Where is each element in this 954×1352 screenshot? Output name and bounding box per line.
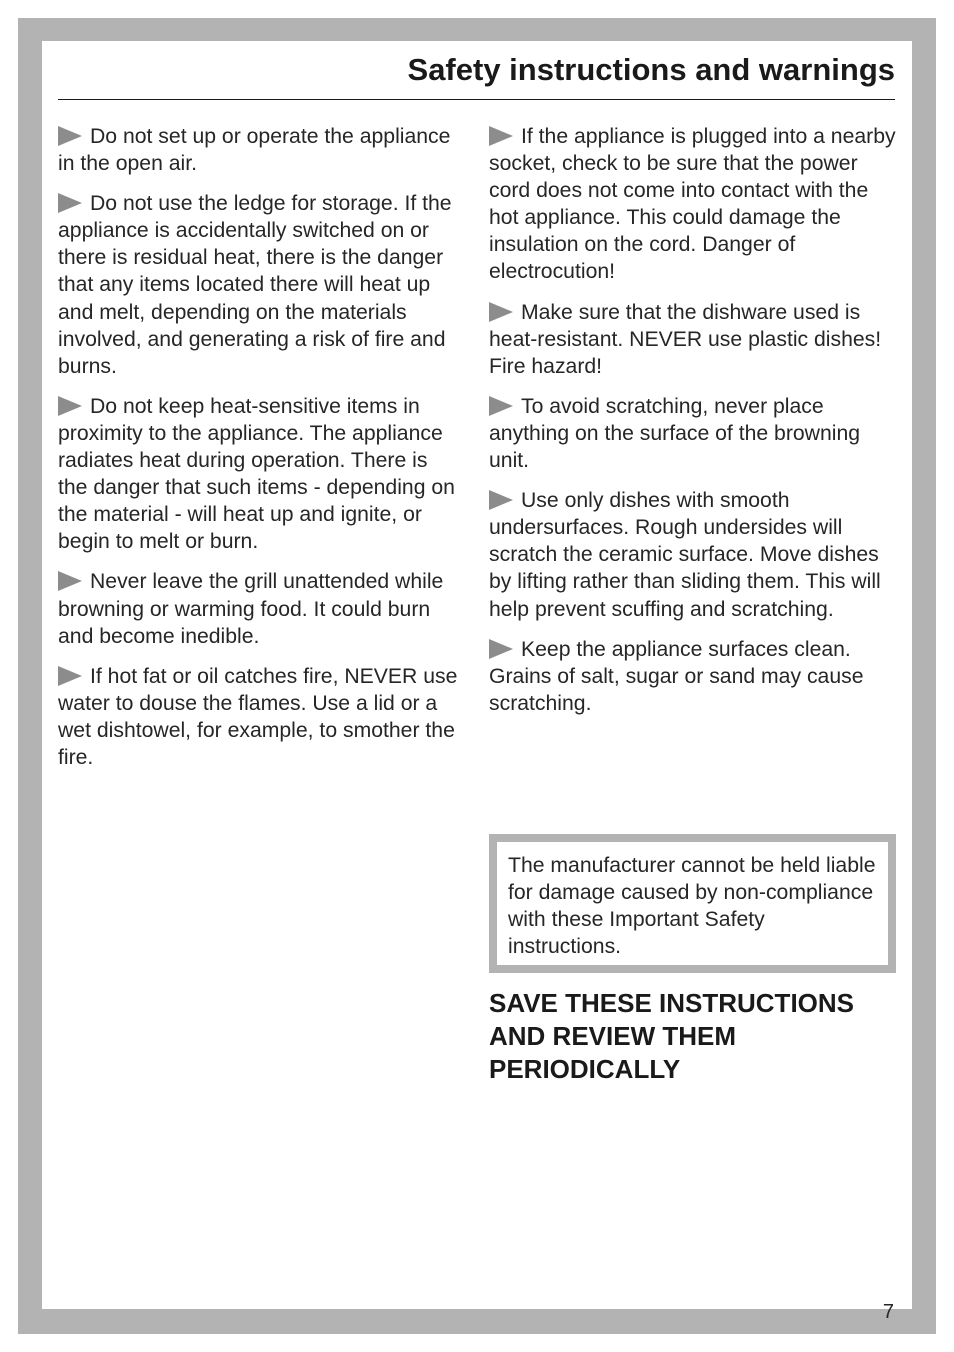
safety-item-text: Do not keep heat-sensitive items in proximity to the appliance. The appliance radiates heat during operation. There is the danger that such items - depending on the material - will heat up and ignite, or begin to melt or burn. bbox=[58, 394, 455, 554]
safety-item-text: Keep the appliance surfaces clean. Grains of salt, sugar or sand may cause scratching. bbox=[489, 637, 864, 715]
safety-item bbox=[489, 393, 897, 474]
safety-item bbox=[58, 568, 460, 649]
safety-item bbox=[58, 663, 460, 771]
triangle-bullet-icon bbox=[58, 193, 82, 213]
save-instructions-heading: SAVE THESE INSTRUCTIONS AND REVIEW THEM PERIODICALLY bbox=[489, 988, 855, 1084]
safety-item-text: Do not set up or operate the appliance in the open air. bbox=[58, 125, 451, 176]
page-title: Safety instructions and warnings bbox=[407, 52, 895, 87]
triangle-bullet-icon bbox=[489, 126, 513, 146]
safety-item bbox=[58, 393, 460, 556]
triangle-bullet-icon bbox=[58, 396, 82, 416]
safety-item-text: If hot fat or oil catches fire, NEVER use water to douse the flames. Use a lid or a wet dishtowel, for example, to smother the fire. bbox=[58, 664, 458, 769]
safety-item bbox=[489, 123, 897, 286]
safety-item bbox=[489, 299, 897, 380]
left-column bbox=[58, 123, 460, 784]
liability-notice-box bbox=[489, 834, 896, 973]
safety-item-text: To avoid scratching, never place anything on the surface of the browning unit. bbox=[489, 394, 861, 473]
safety-item bbox=[489, 636, 897, 717]
title-divider bbox=[58, 99, 895, 100]
safety-item-text: Do not use the ledge for storage. If the appliance is accidentally switched on or there is residual heat, there is the danger that any items located there will heat up and melt, depending on the materials involved, and generating a risk of fire and burns. bbox=[58, 192, 452, 378]
page-number: 7 bbox=[882, 1301, 894, 1323]
right-column bbox=[489, 123, 897, 730]
triangle-bullet-icon bbox=[489, 490, 513, 510]
triangle-bullet-icon bbox=[489, 639, 513, 659]
triangle-bullet-icon bbox=[58, 666, 82, 686]
liability-notice-text: The manufacturer cannot be held liable for damage caused by non-compliance with these Important Safety instructions. bbox=[508, 854, 876, 959]
safety-item-text: Never leave the grill unattended while browning or warming food. It could burn and become inedible. bbox=[58, 570, 444, 648]
triangle-bullet-icon bbox=[489, 396, 513, 416]
safety-item-text: Use only dishes with smooth undersurfaces. Rough undersides will scratch the ceramic surface. Move dishes by lifting rather than sliding them. This will help prevent scuffing and scratching. bbox=[489, 489, 881, 621]
triangle-bullet-icon bbox=[58, 126, 82, 146]
safety-item-text: Make sure that the dishware used is heat-resistant. NEVER use plastic dishes! Fire hazard! bbox=[489, 300, 882, 378]
triangle-bullet-icon bbox=[489, 302, 513, 322]
triangle-bullet-icon bbox=[58, 571, 82, 591]
safety-item bbox=[58, 190, 460, 380]
safety-item bbox=[58, 123, 460, 177]
safety-item-text: If the appliance is plugged into a nearby socket, check to be sure that the power cord does not come into contact with the hot appliance. This could damage the insulation on the cord. Danger of electrocution! bbox=[489, 125, 896, 284]
safety-item bbox=[489, 487, 897, 622]
